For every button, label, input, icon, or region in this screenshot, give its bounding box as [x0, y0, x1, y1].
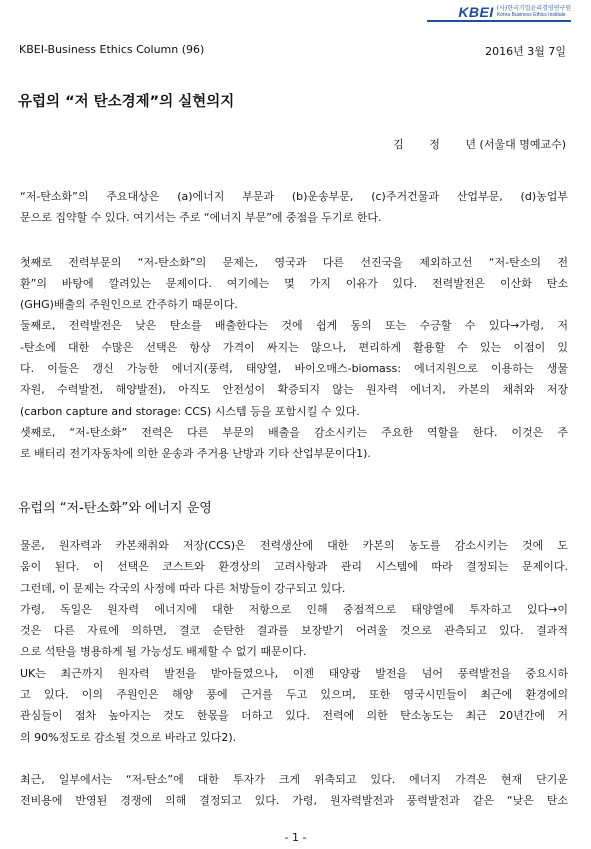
column-label: KBEI-Business Ethics Column (96): [19, 43, 205, 56]
text-line: 물론, 원자력과 카본채취와 저장(CCS)은 전력생산에 대한 카본의 농도를 감소시키는 것에 도: [20, 539, 568, 552]
logo-mark: KBEI: [458, 4, 494, 20]
author-name: 김 정 년: [393, 138, 477, 151]
logo-english: Korea Business Ethics Institute: [496, 12, 566, 18]
text-line: 고 있다. 이의 주원인은 해양 풍에 근거를 두고 있으며, 또한 영국시민들이 최근에 환경에의: [20, 688, 568, 702]
section-2: [20, 535, 568, 812]
text-line: -탄소에 대한 수많은 선택은 항상 가격이 싸지는 않으나, 편리하게 활용할 수 있는 이점이 있: [20, 340, 568, 354]
text-line: 문으로 집약할 수 있다. 여기서는 주로 “에너지 부문”에 중점을 두기로 한다.: [20, 211, 382, 225]
text-line: 로 배터리 전기자동차에 의한 운송과 주거용 난방과 기타 산업부문이다1).: [20, 447, 371, 461]
text-line: 셋째로, “저-탄소화” 전력은 다른 부문의 배출을 감소시키는 주요한 역할을 한다. 이것은 주: [20, 425, 568, 439]
text-line: 최근, 일부에서는 “저-탄소”에 대한 투자가 크게 위축되고 있다. 에너지 가격은 현재 단기운: [20, 772, 568, 786]
text-line: “저-탄소화”의 주요대상은 (a)에너지 부문과 (b)운송부문, (c)주거건물과 산업부문, (d)농업부: [20, 190, 568, 203]
text-line: 가령, 독일은 원자력 에너지에 대한 저항으로 인해 중점적으로 태양열에 투자하고 있다→이: [20, 602, 568, 616]
text-line: 것은 다른 자료에 의하면, 결코 순탄한 결과를 보장받기 어려울 것으로 관측되고 있다. 결과적: [20, 624, 568, 638]
text-line: (carbon capture and storage: CCS) 시스템 등을 포함시킬 수 있다.: [20, 404, 360, 418]
header-divider: [427, 20, 571, 22]
text-line: 환”의 바탕에 깔려있는 문제이다. 여기에는 몇 가지 이유가 있다. 전력발전은 이산화 탄소: [20, 276, 568, 290]
text-line: 그런데, 이 문제는 각국의 사정에 따라 다른 처방들이 강구되고 있다.: [20, 581, 346, 595]
page-number: - 1 -: [284, 831, 307, 844]
column-header: [19, 43, 566, 57]
text-line: (GHG)배출의 주원인으로 간주하기 때문이다.: [20, 298, 238, 312]
text-line: 첫째로 전력부문의 “저-탄소화”의 문제는, 영국과 다른 선진국을 제외하고선 “저-탄소의 전: [20, 255, 568, 269]
page-title: 유럽의 “저 탄소경제”의 실현의지: [18, 94, 235, 110]
text-line: 둘째로, 전력발전은 낮은 탄소를 배출한다는 것에 쉽게 동의 또는 수긍할 수 있다→가령, 저: [20, 319, 568, 333]
section-heading: 유럽의 “저-탄소화”와 에너지 운영: [18, 501, 212, 516]
text-line: 관심들이 점차 높아지는 것도 한몫을 더하고 있다. 전력에 의한 탄소농도는 최근 20년간에 거: [20, 709, 568, 723]
logo: [458, 4, 571, 20]
author-affiliation: (서울대 명예교수): [479, 138, 566, 151]
text-line: 자원, 수력발전, 해양발전), 아직도 안전성이 확증되지 않는 원자력 에너지, 카본의 채취와 저장: [20, 383, 568, 397]
text-line: 전비용에 반영된 경쟁에 의해 결정되고 있다. 가령, 원자력발전과 풍력발전과 같은 “낮은 탄소: [20, 794, 568, 808]
text-line: 의 90%정도로 감소될 것으로 바라고 있다2).: [20, 730, 237, 744]
text-line: 으로 석탄을 병용하게 될 가능성도 배제할 수 없기 때문이다.: [20, 645, 307, 659]
section-1: [20, 186, 568, 465]
text-line: 움이 된다. 이 선택은 코스트와 환경상의 고려사항과 관리 시스템에 따라 결정되는 문제이다.: [20, 560, 568, 574]
author-line: [393, 136, 566, 152]
column-date: 2016년 3월 7일: [485, 45, 566, 58]
text-line: 다. 이들은 갱신 가능한 에너지(풍력, 태양열, 바이오매스-biomass: 에너지원으로 이용하는 생물: [20, 362, 568, 376]
text-line: UK는 최근까지 원자력 발전을 받아들였으나, 이젠 태양광 발전을 넘어 풍력발전을 중요시하: [20, 666, 568, 680]
logo-korean: (사)한국기업윤리경영연구원: [496, 5, 571, 12]
